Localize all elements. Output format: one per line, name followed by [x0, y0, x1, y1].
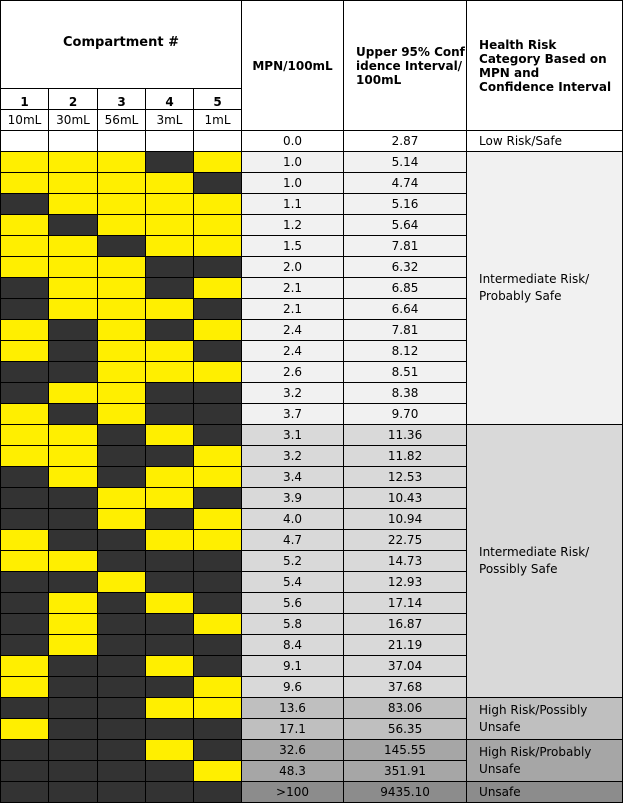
compartment-cell-negative	[98, 467, 146, 488]
ci-value: 8.38	[344, 383, 467, 404]
compartment-cell-negative	[1, 488, 49, 509]
ci-value: 8.12	[344, 341, 467, 362]
compartment-cell-positive	[1, 677, 49, 698]
compartment-cell-positive	[1, 152, 49, 173]
compartment-cell-positive	[98, 383, 146, 404]
compartment-cell-negative	[146, 446, 194, 467]
mpn-value: 4.7	[242, 530, 344, 551]
table-row	[1, 698, 623, 719]
compartment-cell-positive	[98, 320, 146, 341]
compartment-number: 5	[194, 89, 242, 110]
compartment-cell-positive	[98, 488, 146, 509]
compartment-cell-negative	[98, 530, 146, 551]
ci-value: 9.70	[344, 404, 467, 425]
compartment-cell-positive	[1, 257, 49, 278]
compartment-cell-positive	[194, 194, 242, 215]
table-row	[1, 152, 623, 173]
compartment-cell-positive	[194, 152, 242, 173]
mpn-value: 32.6	[242, 740, 344, 761]
compartment-cell-positive	[98, 173, 146, 194]
compartment-cell-positive	[49, 194, 98, 215]
mpn-value: 9.6	[242, 677, 344, 698]
ci-value: 4.74	[344, 173, 467, 194]
compartment-cell-negative	[194, 404, 242, 425]
compartment-title: Compartment #	[1, 1, 242, 89]
compartment-cell-positive	[49, 425, 98, 446]
compartment-cell-negative	[146, 383, 194, 404]
compartment-cell-negative	[1, 299, 49, 320]
compartment-cell-negative	[146, 635, 194, 656]
compartment-cell-positive	[146, 173, 194, 194]
mpn-value: 9.1	[242, 656, 344, 677]
compartment-cell-positive	[194, 467, 242, 488]
compartment-cell-positive	[146, 488, 194, 509]
ci-value: 6.85	[344, 278, 467, 299]
compartment-cell-negative	[1, 782, 49, 803]
compartment-cell-negative	[49, 782, 98, 803]
compartment-cell-positive	[98, 341, 146, 362]
ci-value: 5.14	[344, 152, 467, 173]
compartment-cell-negative	[49, 677, 98, 698]
compartment-cell-negative	[1, 278, 49, 299]
table-body	[1, 131, 623, 803]
ci-header: Upper 95% Confidence Interval/100mL	[344, 1, 467, 131]
compartment-cell-positive	[49, 467, 98, 488]
compartment-cell-positive	[146, 299, 194, 320]
compartment-volume: 30mL	[49, 110, 98, 131]
compartment-cell-positive	[1, 404, 49, 425]
ci-value: 2.87	[344, 131, 467, 152]
compartment-cell-positive	[98, 362, 146, 383]
compartment-cell-positive	[194, 530, 242, 551]
compartment-cell-positive	[1, 446, 49, 467]
compartment-cell-negative	[49, 530, 98, 551]
table-row	[1, 425, 623, 446]
mpn-value: 0.0	[242, 131, 344, 152]
compartment-cell-negative	[194, 635, 242, 656]
compartment-cell-positive	[1, 320, 49, 341]
compartment-cell-negative	[194, 551, 242, 572]
compartment-cell-negative	[49, 572, 98, 593]
compartment-cell-negative	[146, 257, 194, 278]
compartment-cell-positive	[49, 446, 98, 467]
compartment-cell-positive	[98, 278, 146, 299]
mpn-value: 48.3	[242, 761, 344, 782]
compartment-cell-negative	[194, 740, 242, 761]
compartment-cell-positive	[1, 719, 49, 740]
compartment-cell-positive	[146, 530, 194, 551]
compartment-cell-negative	[1, 383, 49, 404]
mpn-value: 3.2	[242, 383, 344, 404]
compartment-cell-positive	[98, 257, 146, 278]
compartment-volume: 10mL	[1, 110, 49, 131]
compartment-cell-positive	[194, 761, 242, 782]
compartment-cell-negative	[194, 719, 242, 740]
compartment-cell-negative	[98, 593, 146, 614]
compartment-cell-negative	[98, 782, 146, 803]
compartment-volume: 1mL	[194, 110, 242, 131]
mpn-value: 17.1	[242, 719, 344, 740]
compartment-cell-empty	[98, 131, 146, 152]
ci-value: 5.16	[344, 194, 467, 215]
ci-value: 16.87	[344, 614, 467, 635]
compartment-cell-negative	[98, 425, 146, 446]
ci-value: 83.06	[344, 698, 467, 719]
compartment-cell-positive	[1, 425, 49, 446]
ci-value: 11.36	[344, 425, 467, 446]
compartment-cell-negative	[98, 635, 146, 656]
compartment-cell-positive	[194, 320, 242, 341]
compartment-number: 4	[146, 89, 194, 110]
compartment-number: 3	[98, 89, 146, 110]
ci-value: 21.19	[344, 635, 467, 656]
compartment-cell-negative	[146, 551, 194, 572]
table-row	[1, 131, 623, 152]
compartment-cell-negative	[49, 362, 98, 383]
ci-value: 12.93	[344, 572, 467, 593]
compartment-cell-positive	[98, 299, 146, 320]
compartment-cell-positive	[1, 656, 49, 677]
compartment-cell-positive	[146, 467, 194, 488]
compartment-cell-negative	[98, 719, 146, 740]
compartment-cell-negative	[146, 782, 194, 803]
ci-value: 5.64	[344, 215, 467, 236]
mpn-value: 1.0	[242, 173, 344, 194]
compartment-cell-positive	[49, 614, 98, 635]
compartment-cell-negative	[1, 194, 49, 215]
ci-value: 145.55	[344, 740, 467, 761]
compartment-cell-empty	[146, 131, 194, 152]
compartment-cell-positive	[1, 215, 49, 236]
compartment-cell-positive	[98, 194, 146, 215]
compartment-number: 2	[49, 89, 98, 110]
risk-category: Intermediate Risk/ Possibly Safe	[467, 425, 623, 698]
ci-value: 6.32	[344, 257, 467, 278]
compartment-cell-positive	[98, 509, 146, 530]
risk-category: Low Risk/Safe	[467, 131, 623, 152]
ci-value: 14.73	[344, 551, 467, 572]
mpn-value: 2.4	[242, 341, 344, 362]
compartment-cell-positive	[49, 383, 98, 404]
compartment-cell-positive	[49, 152, 98, 173]
compartment-cell-positive	[146, 362, 194, 383]
compartment-cell-positive	[49, 278, 98, 299]
ci-value: 10.43	[344, 488, 467, 509]
mpn-value: >100	[242, 782, 344, 803]
compartment-cell-negative	[98, 677, 146, 698]
compartment-cell-positive	[1, 236, 49, 257]
compartment-cell-negative	[49, 320, 98, 341]
compartment-cell-negative	[194, 173, 242, 194]
compartment-cell-negative	[194, 299, 242, 320]
mpn-value: 5.2	[242, 551, 344, 572]
compartment-cell-positive	[1, 530, 49, 551]
risk-category: Intermediate Risk/ Probably Safe	[467, 152, 623, 425]
compartment-cell-positive	[98, 215, 146, 236]
mpn-value: 5.8	[242, 614, 344, 635]
compartment-cell-negative	[146, 152, 194, 173]
mpn-value: 2.1	[242, 278, 344, 299]
compartment-cell-negative	[49, 404, 98, 425]
compartment-cell-positive	[194, 446, 242, 467]
mpn-value: 4.0	[242, 509, 344, 530]
compartment-cell-negative	[1, 509, 49, 530]
mpn-value: 8.4	[242, 635, 344, 656]
compartment-cell-negative	[146, 677, 194, 698]
compartment-cell-negative	[194, 488, 242, 509]
mpn-value: 2.6	[242, 362, 344, 383]
ci-value: 56.35	[344, 719, 467, 740]
risk-category: Unsafe	[467, 782, 623, 803]
compartment-cell-negative	[49, 719, 98, 740]
compartment-cell-negative	[146, 509, 194, 530]
compartment-cell-negative	[146, 404, 194, 425]
mpn-value: 1.1	[242, 194, 344, 215]
ci-value: 6.64	[344, 299, 467, 320]
compartment-cell-negative	[1, 467, 49, 488]
compartment-cell-positive	[146, 698, 194, 719]
mpn-value: 3.2	[242, 446, 344, 467]
compartment-cell-positive	[146, 236, 194, 257]
compartment-cell-negative	[98, 761, 146, 782]
ci-value: 37.68	[344, 677, 467, 698]
compartment-cell-negative	[1, 698, 49, 719]
mpn-value: 3.4	[242, 467, 344, 488]
ci-value: 10.94	[344, 509, 467, 530]
compartment-cell-positive	[146, 341, 194, 362]
compartment-cell-empty	[49, 131, 98, 152]
ci-value: 9435.10	[344, 782, 467, 803]
compartment-cell-negative	[1, 572, 49, 593]
compartment-cell-positive	[98, 152, 146, 173]
compartment-cell-positive	[194, 698, 242, 719]
compartment-cell-negative	[194, 782, 242, 803]
mpn-value: 13.6	[242, 698, 344, 719]
ci-value: 17.14	[344, 593, 467, 614]
mpn-value: 3.9	[242, 488, 344, 509]
compartment-cell-positive	[49, 257, 98, 278]
compartment-cell-positive	[194, 236, 242, 257]
compartment-cell-positive	[146, 593, 194, 614]
mpn-value: 3.7	[242, 404, 344, 425]
ci-value: 37.04	[344, 656, 467, 677]
compartment-cell-positive	[49, 635, 98, 656]
mpn-value: 2.0	[242, 257, 344, 278]
compartment-cell-positive	[146, 425, 194, 446]
compartment-cell-negative	[146, 278, 194, 299]
compartment-cell-negative	[49, 698, 98, 719]
compartment-cell-empty	[194, 131, 242, 152]
compartment-cell-negative	[194, 257, 242, 278]
ci-value: 22.75	[344, 530, 467, 551]
compartment-cell-negative	[49, 740, 98, 761]
mpn-value: 2.4	[242, 320, 344, 341]
compartment-cell-positive	[49, 173, 98, 194]
compartment-cell-positive	[1, 341, 49, 362]
mpn-header: MPN/100mL	[242, 1, 344, 131]
category-header: Health Risk Category Based on MPN and Confidence Interval	[467, 1, 623, 131]
ci-value: 7.81	[344, 320, 467, 341]
compartment-cell-negative	[49, 509, 98, 530]
compartment-cell-positive	[194, 215, 242, 236]
compartment-cell-negative	[194, 383, 242, 404]
compartment-cell-negative	[1, 593, 49, 614]
compartment-cell-negative	[194, 593, 242, 614]
compartment-cell-positive	[49, 236, 98, 257]
mpn-value: 1.0	[242, 152, 344, 173]
compartment-cell-negative	[1, 614, 49, 635]
compartment-cell-positive	[194, 509, 242, 530]
compartment-cell-positive	[194, 677, 242, 698]
compartment-cell-negative	[1, 761, 49, 782]
compartment-cell-negative	[98, 740, 146, 761]
table-header	[1, 1, 623, 131]
compartment-cell-negative	[49, 656, 98, 677]
compartment-number: 1	[1, 89, 49, 110]
compartment-cell-negative	[1, 740, 49, 761]
compartment-cell-negative	[98, 236, 146, 257]
compartment-cell-negative	[146, 761, 194, 782]
table-row	[1, 740, 623, 761]
compartment-cell-negative	[146, 719, 194, 740]
compartment-volume: 56mL	[98, 110, 146, 131]
compartment-cell-negative	[194, 656, 242, 677]
compartment-cell-negative	[194, 425, 242, 446]
compartment-cell-negative	[49, 761, 98, 782]
compartment-cell-positive	[194, 614, 242, 635]
compartment-cell-positive	[146, 194, 194, 215]
compartment-cell-empty	[1, 131, 49, 152]
compartment-cell-positive	[98, 404, 146, 425]
compartment-volume: 3mL	[146, 110, 194, 131]
ci-value: 7.81	[344, 236, 467, 257]
ci-value: 351.91	[344, 761, 467, 782]
compartment-cell-positive	[194, 278, 242, 299]
compartment-cell-negative	[49, 488, 98, 509]
compartment-cell-positive	[1, 551, 49, 572]
compartment-cell-negative	[98, 614, 146, 635]
compartment-cell-negative	[98, 656, 146, 677]
compartment-cell-negative	[1, 362, 49, 383]
compartment-cell-negative	[49, 341, 98, 362]
compartment-cell-negative	[98, 698, 146, 719]
mpn-value: 2.1	[242, 299, 344, 320]
mpn-value: 1.2	[242, 215, 344, 236]
risk-category: High Risk/Probably Unsafe	[467, 740, 623, 782]
mpn-value: 5.6	[242, 593, 344, 614]
compartment-cell-negative	[194, 572, 242, 593]
compartment-cell-positive	[98, 572, 146, 593]
compartment-cell-positive	[49, 299, 98, 320]
risk-category: High Risk/Possibly Unsafe	[467, 698, 623, 740]
compartment-cell-negative	[1, 635, 49, 656]
compartment-cell-negative	[49, 215, 98, 236]
compartment-cell-positive	[49, 551, 98, 572]
compartment-cell-positive	[194, 362, 242, 383]
mpn-value: 3.1	[242, 425, 344, 446]
compartment-cell-positive	[49, 593, 98, 614]
compartment-cell-negative	[98, 551, 146, 572]
compartment-cell-negative	[146, 614, 194, 635]
ci-value: 8.51	[344, 362, 467, 383]
mpn-value: 5.4	[242, 572, 344, 593]
ci-value: 11.82	[344, 446, 467, 467]
compartment-cell-positive	[146, 656, 194, 677]
mpn-value: 1.5	[242, 236, 344, 257]
compartment-cell-negative	[146, 572, 194, 593]
compartment-cell-positive	[1, 173, 49, 194]
compartment-cell-negative	[146, 320, 194, 341]
ci-value: 12.53	[344, 467, 467, 488]
compartment-cell-negative	[98, 446, 146, 467]
compartment-cell-positive	[146, 740, 194, 761]
compartment-cell-negative	[194, 341, 242, 362]
table-row	[1, 782, 623, 803]
compartment-cell-positive	[146, 215, 194, 236]
